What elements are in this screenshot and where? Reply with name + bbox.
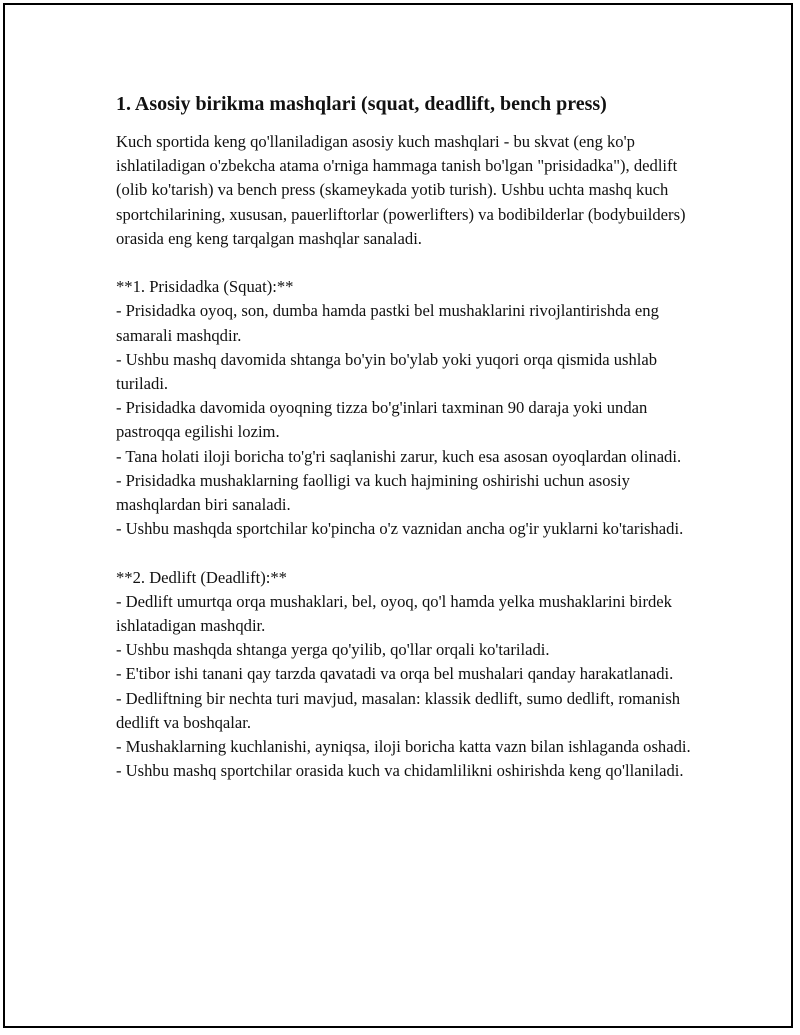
list-item: - E'tibor ishi tanani qay tarzda qavatadi va orqa bel mushalari qanday harakatlanadi. bbox=[116, 664, 674, 684]
list-item: - Dedliftning bir nechta turi mavjud, masalan: klassik dedlift, sumo dedlift, romanish dedlift va boshqalar. bbox=[116, 688, 681, 732]
list-item: - Dedlift umurtqa orqa mushaklari, bel, oyoq, qo'l hamda yelka mushaklarini birdek ishlatadigan mashqdir. bbox=[116, 591, 672, 636]
list-item: - Ushbu mashq davomida shtanga bo'yin bo'ylab yoki yuqori orqa qismida ushlab turiladi. bbox=[116, 349, 658, 394]
list-item: - Tana holati iloji boricha to'g'ri saqlanishi zarur, kuch esa asosan oyoqlardan olinadi. bbox=[116, 446, 682, 466]
document-body bbox=[116, 92, 696, 808]
intro-paragraph: Kuch sportida keng qo'llaniladigan asosiy kuch mashqlari - bu skvat (eng ko'p ishlatiladigan o'zbekcha atama o'rniga hammaga tanish bo'lgan "prisidadka"), dedlift (olib ko'tarish) va bench press (skameykada yotib turish). Ushbu uchta mashq kuch sportchilarining, xususan, pauerliftorlar (powerlifters) va bodibilderlar (bodybuilders) orasida eng keng tarqalgan mashqlar sanaladi. bbox=[116, 132, 686, 248]
squat-title: **1. Prisidadka (Squat):** bbox=[116, 277, 294, 297]
list-item: - Mushaklarning kuchlanishi, ayniqsa, iloji boricha katta vazn bilan ishlaganda oshadi. bbox=[116, 737, 691, 757]
list-item: - Prisidadka davomida oyoqning tizza bo'g'inlari taxminan 90 daraja yoki undan pastroqqa egilishi lozim. bbox=[116, 398, 648, 442]
deadlift-title: **2. Dedlift (Deadlift):** bbox=[116, 567, 287, 587]
section-heading: 1. Asosiy birikma mashqlari (squat, deadlift, bench press) bbox=[116, 93, 607, 115]
squat-section bbox=[116, 275, 696, 541]
list-item: - Prisidadka oyoq, son, dumba hamda pastki bel mushaklarini rivojlantirishda eng samarali mashqdir. bbox=[116, 301, 659, 345]
list-item: - Ushbu mashq sportchilar orasida kuch va chidamlilikni oshirishda keng qo'llaniladi. bbox=[116, 761, 684, 781]
deadlift-section bbox=[116, 566, 696, 784]
list-item: - Prisidadka mushaklarning faolligi va kuch hajmining oshirishi uchun asosiy mashqlardan biri sanaladi. bbox=[116, 470, 630, 515]
list-item: - Ushbu mashqda shtanga yerga qo'yilib, qo'llar orqali ko'tariladi. bbox=[116, 640, 550, 660]
list-item: - Ushbu mashqda sportchilar ko'pincha o'z vaznidan ancha og'ir yuklarni ko'tarishadi. bbox=[116, 519, 684, 539]
